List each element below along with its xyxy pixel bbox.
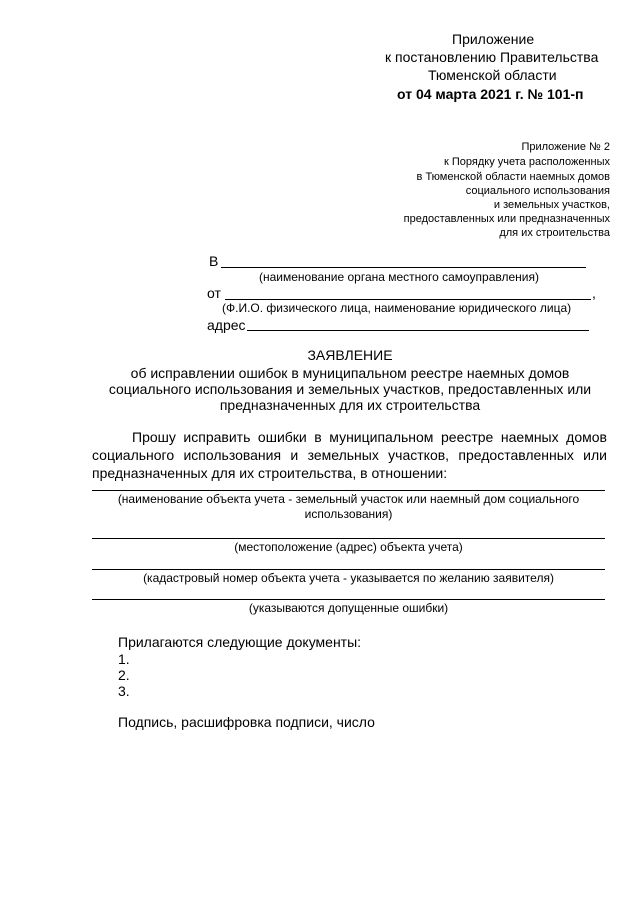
to-underline — [221, 267, 586, 268]
appendix2-line-5: и земельных участков, — [493, 199, 610, 211]
appendix-line-2: к постановлению Правительства — [385, 49, 599, 65]
to-label: В — [209, 253, 219, 269]
errors-line — [92, 599, 605, 600]
signature-label: Подпись, расшифровка подписи, число — [118, 714, 375, 730]
resolution-date-number: от 04 марта 2021 г. № 101-п — [397, 86, 584, 102]
appendix2-line-2: к Порядку учета расположенных — [444, 156, 610, 168]
from-underline — [225, 299, 591, 300]
object-name-line — [92, 490, 605, 491]
appendix2-line-7: для их строительства — [499, 227, 610, 239]
statement-subject-line-2: социального использования и земельных участков, предоставленных или — [108, 381, 592, 397]
address-underline — [247, 330, 589, 331]
statement-heading: ЗАЯВЛЕНИЕ — [307, 347, 393, 363]
attachment-item-3: 3. — [118, 683, 130, 699]
cadastral-line — [92, 569, 605, 570]
cadastral-caption: (кадастровый номер объекта учета - указывается по желанию заявителя) — [143, 571, 554, 585]
from-comma: , — [592, 285, 596, 301]
appendix2-line-1: Приложение № 2 — [521, 141, 610, 153]
from-caption: (Ф.И.О. физического лица, наименование юридического лица) — [222, 301, 572, 315]
attachments-heading: Прилагаются следующие документы: — [118, 634, 362, 650]
attachment-item-2: 2. — [118, 667, 130, 683]
address-label: адрес — [207, 317, 246, 333]
object-name-caption: (наименование объекта учета - земельный участок или наемный дом социального использования) — [117, 492, 580, 521]
appendix2-line-4: социального использования — [465, 185, 610, 197]
statement-subject-line-3: предназначенных для их строительства — [219, 397, 481, 413]
statement-subject-line-1: об исправлении ошибок в муниципальном реестре наемных домов — [130, 365, 570, 381]
request-paragraph: Прошу исправить ошибки в муниципальном реестре наемных домов социального использования и земельных участков, предоставленных или предназначенных для их строительства, в отношении: — [92, 429, 607, 481]
from-label: от — [207, 285, 221, 301]
appendix-line-3: Тюменской области — [428, 67, 557, 83]
appendix-line-1: Приложение — [452, 31, 535, 47]
attachment-item-1: 1. — [118, 651, 130, 667]
errors-caption: (указываются допущенные ошибки) — [248, 601, 449, 615]
appendix2-line-3: в Тюменской области наемных домов — [416, 171, 610, 183]
location-line — [92, 538, 605, 539]
location-caption: (местоположение (адрес) объекта учета) — [234, 540, 463, 554]
appendix2-line-6: предоставленных или предназначенных — [403, 213, 610, 225]
to-caption: (наименование органа местного самоуправления) — [259, 270, 539, 284]
